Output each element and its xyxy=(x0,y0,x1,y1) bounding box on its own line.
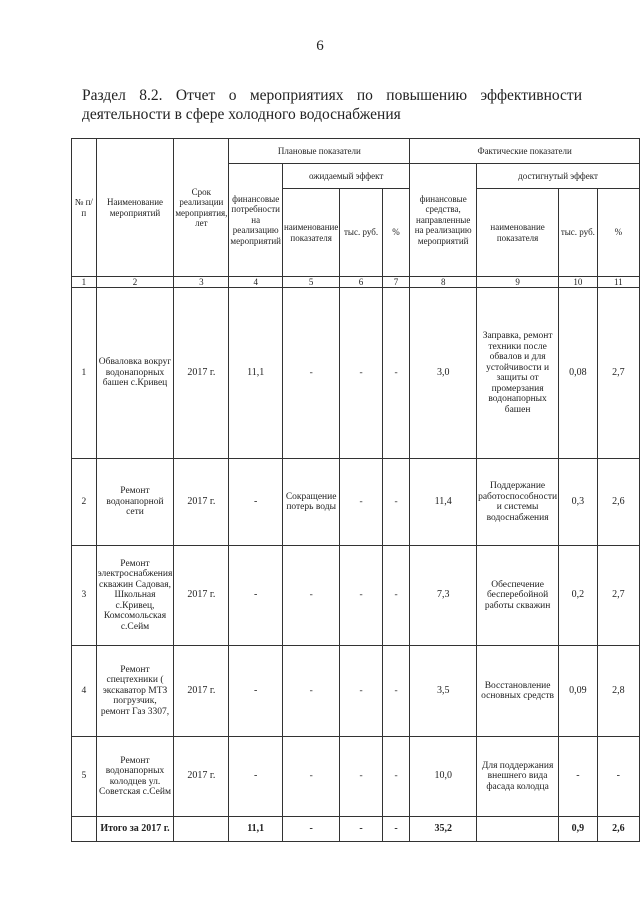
table-row xyxy=(72,646,640,737)
header-achieved-effect: достигнутый эффект xyxy=(477,164,640,189)
cell-plan-indicator: - xyxy=(282,546,339,646)
total-plan-indicator: - xyxy=(282,817,339,842)
cell-plan-rub: - xyxy=(340,288,382,459)
cell-name: Ремонт водонапорной сети xyxy=(96,459,174,546)
cell-fact-fin: 10,0 xyxy=(410,737,477,817)
cell-name: Обваловка вокруг водонапорных башен с.Кривец xyxy=(96,288,174,459)
cell-fact-fin: 3,0 xyxy=(410,288,477,459)
cell-no: 3 xyxy=(72,546,97,646)
total-fact-indicator xyxy=(477,817,559,842)
header-no: № п/п xyxy=(72,139,97,277)
column-number: 2 xyxy=(96,277,174,288)
table-row xyxy=(72,459,640,546)
cell-plan-pct: - xyxy=(382,646,410,737)
cell-term xyxy=(174,817,229,842)
total-row xyxy=(72,817,640,842)
cell-plan-indicator: Сокращение потерь воды xyxy=(282,459,339,546)
cell-plan-indicator: - xyxy=(282,288,339,459)
column-number: 11 xyxy=(597,277,639,288)
cell-fact-rub: 0,2 xyxy=(559,546,598,646)
header-planned: Плановые показатели xyxy=(229,139,410,164)
cell-fact-rub: 0,3 xyxy=(559,459,598,546)
header-expected-effect: ожидаемый эффект xyxy=(282,164,409,189)
cell-no xyxy=(72,817,97,842)
cell-no: 5 xyxy=(72,737,97,817)
cell-fact-indicator: Поддержание работоспособности и системы водоснабжения xyxy=(477,459,559,546)
cell-fact-pct: 2,7 xyxy=(597,546,639,646)
header-planned-fin: финансовые потребности на реализацию мероприятий xyxy=(229,164,283,277)
cell-plan-indicator: - xyxy=(282,737,339,817)
cell-fact-pct: 2,6 xyxy=(597,459,639,546)
column-number: 3 xyxy=(174,277,229,288)
cell-plan-rub: - xyxy=(340,459,382,546)
cell-fact-indicator: Восстановление основных средств xyxy=(477,646,559,737)
cell-term: 2017 г. xyxy=(174,288,229,459)
header-plan-pct: % xyxy=(382,189,410,277)
cell-no: 4 xyxy=(72,646,97,737)
column-number: 5 xyxy=(282,277,339,288)
column-number: 1 xyxy=(72,277,97,288)
cell-fact-indicator: Обеспечение бесперебойной работы скважин xyxy=(477,546,559,646)
cell-fact-pct: 2,7 xyxy=(597,288,639,459)
cell-plan-rub: - xyxy=(340,737,382,817)
cell-plan-indicator: - xyxy=(282,646,339,737)
cell-name: Ремонт электроснабжения скважин Садовая, Школьная с.Кривец, Комсомольская с.Сейм xyxy=(96,546,174,646)
header-plan-indicator: наименование показателя xyxy=(282,189,339,277)
table-row xyxy=(72,546,640,646)
page-number: 6 xyxy=(316,38,324,54)
total-fact-rub: 0,9 xyxy=(559,817,598,842)
header-actual: Фактические показатели xyxy=(410,139,640,164)
total-plan-fin: 11,1 xyxy=(229,817,283,842)
cell-fact-rub: 0,08 xyxy=(559,288,598,459)
column-number: 7 xyxy=(382,277,410,288)
cell-no: 1 xyxy=(72,288,97,459)
header-fact-rub: тыс. руб. xyxy=(559,189,598,277)
cell-fact-fin: 7,3 xyxy=(410,546,477,646)
cell-name: Ремонт спецтехники ( экскаватор МТЗ погрузчик, ремонт Газ 3307, xyxy=(96,646,174,737)
title-line-2: деятельности в сфере холодного водоснабжения xyxy=(82,106,401,123)
cell-plan-rub: - xyxy=(340,546,382,646)
header-fact-indicator: наименование показателя xyxy=(477,189,559,277)
cell-fact-rub: 0,09 xyxy=(559,646,598,737)
header-plan-rub: тыс. руб. xyxy=(340,189,382,277)
cell-plan-pct: - xyxy=(382,546,410,646)
cell-term: 2017 г. xyxy=(174,737,229,817)
column-number: 9 xyxy=(477,277,559,288)
cell-fact-fin: 3,5 xyxy=(410,646,477,737)
cell-plan-fin: - xyxy=(229,737,283,817)
cell-plan-fin: - xyxy=(229,546,283,646)
cell-plan-pct: - xyxy=(382,288,410,459)
cell-fact-indicator: Для поддержания внешнего вида фасада колодца xyxy=(477,737,559,817)
cell-term: 2017 г. xyxy=(174,459,229,546)
header-actual-fin: финансовые средства, направленные на реализацию мероприятий xyxy=(410,164,477,277)
section-title xyxy=(82,86,582,124)
cell-fact-fin: 11,4 xyxy=(410,459,477,546)
cell-plan-fin: 11,1 xyxy=(229,288,283,459)
cell-plan-fin: - xyxy=(229,646,283,737)
title-line-1: Раздел 8.2. Отчет о мероприятиях по повышению эффективности xyxy=(82,87,582,104)
table-row xyxy=(72,737,640,817)
cell-name: Ремонт водонапорных колодцев ул. Советская с.Сейм xyxy=(96,737,174,817)
cell-plan-pct: - xyxy=(382,737,410,817)
total-fact-pct: 2,6 xyxy=(597,817,639,842)
header-term: Срок реализации мероприятия, лет xyxy=(174,139,229,277)
total-fact-fin: 35,2 xyxy=(410,817,477,842)
cell-fact-pct: - xyxy=(597,737,639,817)
cell-no: 2 xyxy=(72,459,97,546)
table-row xyxy=(72,288,640,459)
total-plan-pct: - xyxy=(382,817,410,842)
column-number: 10 xyxy=(559,277,598,288)
report-table xyxy=(71,138,640,842)
column-number: 8 xyxy=(410,277,477,288)
column-number: 6 xyxy=(340,277,382,288)
cell-fact-pct: 2,8 xyxy=(597,646,639,737)
cell-term: 2017 г. xyxy=(174,646,229,737)
cell-fact-rub: - xyxy=(559,737,598,817)
total-plan-rub: - xyxy=(340,817,382,842)
column-number: 4 xyxy=(229,277,283,288)
total-label: Итого за 2017 г. xyxy=(96,817,174,842)
cell-plan-rub: - xyxy=(340,646,382,737)
header-name: Наименование мероприятий xyxy=(96,139,174,277)
cell-fact-indicator: Заправка, ремонт техники после обвалов и для устойчивости и защиты от промерзания водонапорных башен xyxy=(477,288,559,459)
cell-plan-fin: - xyxy=(229,459,283,546)
cell-term: 2017 г. xyxy=(174,546,229,646)
header-fact-pct: % xyxy=(597,189,639,277)
cell-plan-pct: - xyxy=(382,459,410,546)
